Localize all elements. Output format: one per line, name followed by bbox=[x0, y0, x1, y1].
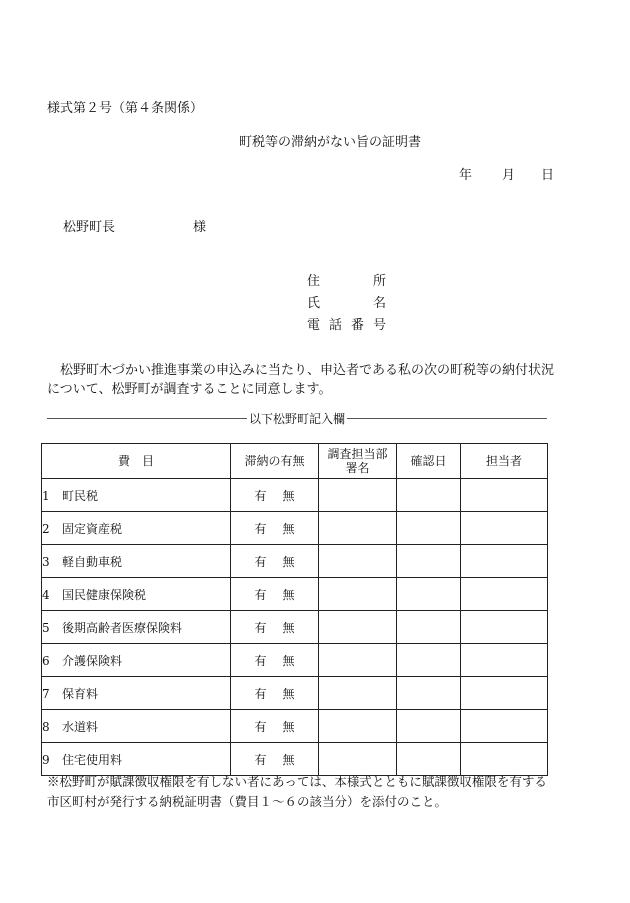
item-number: 6 bbox=[42, 653, 50, 668]
person-in-charge-cell[interactable] bbox=[461, 710, 548, 743]
table-row bbox=[42, 479, 548, 512]
item-name: 水道料 bbox=[62, 719, 99, 734]
status-no[interactable]: 無 bbox=[282, 752, 295, 767]
confirm-date-cell[interactable] bbox=[397, 512, 461, 545]
confirm-date-cell[interactable] bbox=[397, 743, 461, 776]
status-cell[interactable] bbox=[231, 512, 319, 545]
phone-label: 電話番号 bbox=[307, 318, 396, 333]
office-use-divider bbox=[47, 410, 547, 427]
status-yes[interactable]: 有 bbox=[254, 752, 267, 767]
divider-line-left bbox=[47, 418, 247, 419]
addressee-honorific: 様 bbox=[193, 220, 207, 235]
investigator-signature-cell[interactable] bbox=[319, 611, 397, 644]
investigator-signature-cell[interactable] bbox=[319, 545, 397, 578]
investigator-signature-cell[interactable] bbox=[319, 512, 397, 545]
item-name: 町民税 bbox=[62, 488, 99, 503]
table-row bbox=[42, 512, 548, 545]
table-row bbox=[42, 611, 548, 644]
status-no[interactable]: 無 bbox=[282, 719, 295, 734]
status-cell[interactable] bbox=[231, 677, 319, 710]
confirm-date-cell[interactable] bbox=[397, 578, 461, 611]
confirm-date-cell[interactable] bbox=[397, 644, 461, 677]
item-name: 保育料 bbox=[62, 686, 99, 701]
investigator-signature-cell[interactable] bbox=[319, 677, 397, 710]
investigator-signature-cell[interactable] bbox=[319, 578, 397, 611]
header-investigator-line2: 署名 bbox=[345, 461, 370, 475]
status-no[interactable]: 無 bbox=[282, 620, 295, 635]
investigator-signature-cell[interactable] bbox=[319, 479, 397, 512]
item-number: 4 bbox=[42, 587, 50, 602]
status-cell[interactable] bbox=[231, 545, 319, 578]
item-cell bbox=[42, 512, 231, 545]
form-number: 様式第２号（第４条関係） bbox=[47, 101, 204, 116]
status-cell[interactable] bbox=[231, 479, 319, 512]
confirm-date-cell[interactable] bbox=[397, 710, 461, 743]
status-no[interactable]: 無 bbox=[282, 521, 295, 536]
status-no[interactable]: 無 bbox=[282, 686, 295, 701]
status-no[interactable]: 無 bbox=[282, 554, 295, 569]
tax-status-table bbox=[41, 443, 548, 776]
person-in-charge-cell[interactable] bbox=[461, 644, 548, 677]
person-in-charge-cell[interactable] bbox=[461, 611, 548, 644]
status-no[interactable]: 無 bbox=[282, 587, 295, 602]
footnote: ※松野町が賦課徴収権限を有しない者にあっては、本様式とともに賦課徴収権限を有する市区町村が発行する納税証明書（費目１～６の該当分）を添付のこと。 bbox=[47, 774, 547, 809]
status-yes[interactable]: 有 bbox=[254, 653, 267, 668]
date-year-label: 年 bbox=[459, 168, 473, 183]
item-cell bbox=[42, 479, 231, 512]
item-name: 国民健康保険税 bbox=[62, 587, 147, 602]
address-label-char1: 住 bbox=[307, 274, 321, 289]
item-number: 2 bbox=[42, 521, 50, 536]
status-no[interactable]: 無 bbox=[282, 653, 295, 668]
investigator-signature-cell[interactable] bbox=[319, 710, 397, 743]
header-status: 滞納の有無 bbox=[231, 444, 319, 479]
item-number: 8 bbox=[42, 719, 50, 734]
table-row bbox=[42, 677, 548, 710]
table-header-row bbox=[42, 444, 548, 479]
item-cell bbox=[42, 545, 231, 578]
header-investigator bbox=[319, 444, 397, 479]
confirm-date-cell[interactable] bbox=[397, 611, 461, 644]
header-investigator-line1: 調査担当部 bbox=[327, 447, 388, 461]
table-row bbox=[42, 545, 548, 578]
item-cell bbox=[42, 677, 231, 710]
status-cell[interactable] bbox=[231, 578, 319, 611]
item-name: 後期高齢者医療保険料 bbox=[62, 620, 183, 635]
person-in-charge-cell[interactable] bbox=[461, 512, 548, 545]
date-month-label: 月 bbox=[502, 168, 516, 183]
address-label-char2: 所 bbox=[373, 274, 387, 289]
person-in-charge-cell[interactable] bbox=[461, 578, 548, 611]
status-yes[interactable]: 有 bbox=[254, 488, 267, 503]
status-yes[interactable]: 有 bbox=[254, 686, 267, 701]
person-in-charge-cell[interactable] bbox=[461, 479, 548, 512]
status-cell[interactable] bbox=[231, 611, 319, 644]
status-yes[interactable]: 有 bbox=[254, 587, 267, 602]
item-name: 住宅使用料 bbox=[62, 752, 123, 767]
table-row bbox=[42, 710, 548, 743]
item-number: 5 bbox=[42, 620, 50, 635]
person-in-charge-cell[interactable] bbox=[461, 677, 548, 710]
item-cell bbox=[42, 644, 231, 677]
confirm-date-cell[interactable] bbox=[397, 545, 461, 578]
consent-text: 松野町木づかい推進事業の申込みに当たり、申込者である私の次の町税等の納付状況について、松野町が調査することに同意します。 bbox=[47, 363, 555, 397]
table-row bbox=[42, 743, 548, 776]
status-cell[interactable] bbox=[231, 644, 319, 677]
status-yes[interactable]: 有 bbox=[254, 554, 267, 569]
item-cell bbox=[42, 611, 231, 644]
person-in-charge-cell[interactable] bbox=[461, 743, 548, 776]
item-number: 3 bbox=[42, 554, 50, 569]
item-name: 軽自動車税 bbox=[62, 554, 123, 569]
item-cell bbox=[42, 578, 231, 611]
status-no[interactable]: 無 bbox=[282, 488, 295, 503]
investigator-signature-cell[interactable] bbox=[319, 644, 397, 677]
item-name: 固定資産税 bbox=[62, 521, 123, 536]
item-cell bbox=[42, 743, 231, 776]
header-person-in-charge: 担当者 bbox=[461, 444, 548, 479]
status-cell[interactable] bbox=[231, 743, 319, 776]
item-cell bbox=[42, 710, 231, 743]
item-number: 9 bbox=[42, 752, 50, 767]
header-item: 費 目 bbox=[42, 444, 231, 479]
name-label-char1: 氏 bbox=[307, 296, 321, 311]
person-in-charge-cell[interactable] bbox=[461, 545, 548, 578]
divider-label: 以下松野町記入欄 bbox=[249, 412, 346, 426]
addressee-name: 松野町長 bbox=[63, 220, 116, 235]
status-cell[interactable] bbox=[231, 710, 319, 743]
confirm-date-cell[interactable] bbox=[397, 479, 461, 512]
name-label-char2: 名 bbox=[373, 296, 387, 311]
table-row bbox=[42, 578, 548, 611]
document-title: 町税等の滞納がない旨の証明書 bbox=[238, 135, 421, 150]
item-number: 7 bbox=[42, 686, 50, 701]
confirm-date-cell[interactable] bbox=[397, 677, 461, 710]
item-number: 1 bbox=[42, 488, 50, 503]
table-row bbox=[42, 644, 548, 677]
status-yes[interactable]: 有 bbox=[254, 521, 267, 536]
item-name: 介護保険料 bbox=[62, 653, 123, 668]
status-yes[interactable]: 有 bbox=[254, 620, 267, 635]
status-yes[interactable]: 有 bbox=[254, 719, 267, 734]
date-day-label: 日 bbox=[541, 168, 555, 183]
header-confirm-date: 確認日 bbox=[397, 444, 461, 479]
divider-line-right bbox=[347, 418, 547, 419]
investigator-signature-cell[interactable] bbox=[319, 743, 397, 776]
